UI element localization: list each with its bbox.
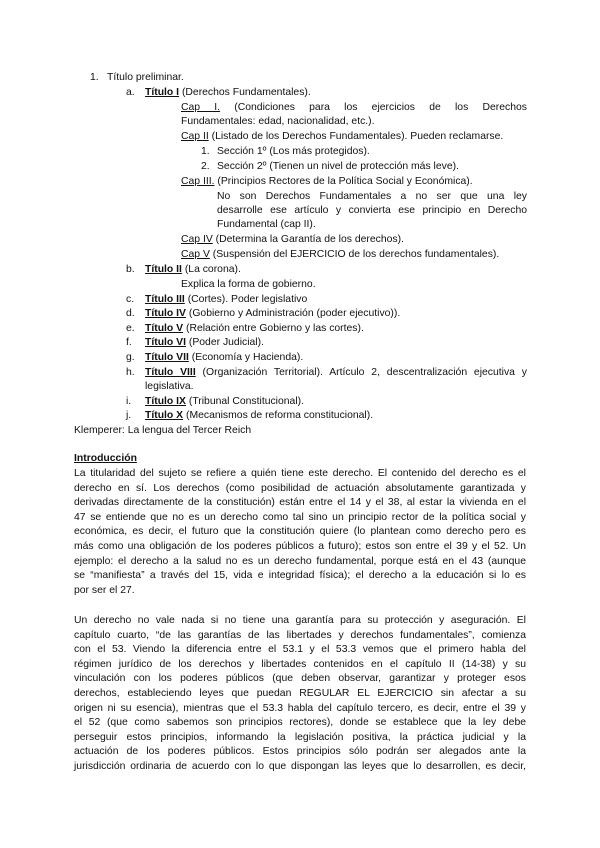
- titulo-label: Título III: [145, 294, 185, 305]
- cap-2-line: [181, 130, 503, 145]
- paragraph-line: derechos, estableciendo leyes que puedan REGULAR EL EJERCICIO sin afectar a su: [74, 687, 526, 699]
- cap-2-label: Cap II: [181, 131, 209, 142]
- titulo-label: Título II: [145, 264, 182, 275]
- paragraph-line: origen ni su esencia), mientras que el 53.3 habla del capítulo tercero, es decir, entre el 39 y: [74, 702, 526, 714]
- cap-1-line1: [181, 101, 527, 116]
- titulo-label: Título X: [145, 410, 184, 421]
- titulo-label: Título I: [145, 87, 180, 98]
- item-mark-d: d.: [126, 308, 135, 319]
- paragraph-line: derecho en sí. Los derechos (como posibilidad de actuación absolutamente garantizada y: [74, 482, 526, 494]
- item-titulo-10: [145, 409, 373, 424]
- titulo-label: Título IV: [145, 308, 186, 319]
- item-titulo-2: [145, 263, 241, 278]
- paragraph-line: económica, es decir, el futuro que la constitución quiere (lo plantean como derecho pero es: [74, 526, 526, 538]
- titulo-desc: (Relación entre Gobierno y las cortes).: [183, 323, 364, 334]
- titulo-8-line2: legislativa.: [145, 381, 194, 392]
- item-titulo-7: [145, 351, 303, 366]
- titulo-desc: (Poder Judicial).: [185, 337, 264, 348]
- cap-5-line: [181, 248, 499, 263]
- cap-5-text: (Suspensión del EJERCICIO de los derechos fundamentales).: [209, 249, 500, 260]
- paragraph-line: con el 53. Viendo la diferencia entre el 53.1 y el 53.3 vemos que el primero habla del: [74, 644, 526, 656]
- item-mark-c: c.: [126, 294, 135, 305]
- titulo-desc: (La corona).: [181, 264, 241, 275]
- titulo-desc: (Organización Territorial). Artículo 2, descentralización ejecutiva y: [195, 367, 527, 378]
- paragraph-line: régimen jurídico de los derechos y libertades contenidos en el capítulo II (14-38) y su: [74, 658, 526, 670]
- titulo-desc: (Economía y Hacienda).: [188, 352, 304, 363]
- section-1-text: Sección 1º (Los más protegidos).: [217, 146, 370, 157]
- paragraph-line: actuación de los poderes públicos. Estos principios sólo podrán ser alegados ante la: [74, 746, 526, 758]
- item-titulo-1: [145, 86, 311, 101]
- cap-4-label: Cap IV: [181, 234, 213, 245]
- item-titulo-4: [145, 307, 400, 322]
- cap-5-label: Cap V: [181, 249, 210, 260]
- titulo-desc: (Cortes). Poder legislativo: [184, 294, 308, 305]
- item-mark-j: j.: [126, 410, 132, 421]
- item-mark-e: e.: [126, 323, 135, 334]
- cap-3-note-line2: desarrolle ese artículo y convierta ese principio en Derecho: [217, 205, 527, 216]
- titulo-label: Título VII: [145, 352, 189, 363]
- intro-paragraph-2: [74, 614, 526, 775]
- titulo-label: Título VI: [145, 337, 186, 348]
- titulo-label: Título VIII: [145, 367, 196, 378]
- paragraph-line: jurisdicción ordinaria de acuerdo con lo que dispongan las leyes que lo desarrollen, es decir,: [74, 760, 526, 772]
- titulo-desc: (Tribunal Constitucional).: [185, 396, 304, 407]
- paragraph-line: se “manifiesta” a través del 15, vida e integridad física); el derecho a la educación si lo es: [74, 570, 526, 582]
- item-mark-b: b.: [126, 264, 135, 275]
- paragraph-line: el 52 (que como sabemos son principios rectores), donde se establece que la ley debe: [74, 717, 526, 729]
- cap-1-line2: Fundamentales: edad, nacionalidad, etc.).: [181, 116, 375, 127]
- paragraph-line: La titularidad del sujeto se refiere a quién tiene este derecho. El contenido del derecho es el: [74, 468, 526, 479]
- paragraph-line: por ser el 27.: [74, 584, 135, 596]
- item-mark-g: g.: [126, 352, 135, 363]
- cap-4-text: (Determina la Garantía de los derechos).: [212, 234, 404, 245]
- paragraph-line: perseguir estos principios, informando la legislación positiva, la práctica judicial y la: [74, 731, 526, 743]
- item-mark-h: h.: [126, 367, 135, 378]
- titulo-label: Título V: [145, 323, 184, 334]
- cap-1-label: Cap I.: [181, 102, 221, 113]
- titulo-desc: (Mecanismos de reforma constitucional).: [183, 410, 374, 421]
- paragraph-line: derivadas directamente de la constitución) están entre el 14 y el 38, al estar la vivienda en el: [74, 497, 526, 509]
- paragraph-line: más como una obligación de los poderes públicos a futuro); estos son entre el 39 y el 52. Un: [74, 540, 526, 552]
- outline-title: Título preliminar.: [107, 72, 184, 83]
- cap-3-note-line3: Fundamental (cap II).: [217, 219, 316, 230]
- paragraph-line: vinculación con los poderes públicos (que deben observar, garantizar y proteger esos: [74, 673, 526, 685]
- item-titulo-3: [145, 293, 307, 308]
- paragraph-line: Un derecho no vale nada si no tiene una garantía para su protección y aseguración. El: [74, 615, 526, 626]
- cap-3-note-line1: No son Derechos Fundamentales a no ser que una ley: [217, 191, 527, 202]
- section-1-num: 1.: [201, 146, 210, 157]
- cap-3-line: [181, 175, 473, 190]
- item-titulo-8: [145, 366, 527, 381]
- klemperer-line: Klemperer: La lengua del Tercer Reich: [74, 425, 252, 436]
- section-2-num: 2.: [201, 161, 210, 172]
- intro-heading: Introducción: [74, 453, 137, 464]
- outline-number: 1.: [90, 72, 99, 83]
- cap-3-text: (Principios Rectores de la Política Social y Económica).: [214, 176, 473, 187]
- titulo-label: Título IX: [145, 396, 186, 407]
- item-titulo-6: [145, 336, 264, 351]
- item-titulo-9: [145, 395, 304, 410]
- titulo-2-note: Explica la forma de gobierno.: [181, 279, 316, 290]
- item-mark-i: i.: [126, 396, 132, 407]
- paragraph-line: 47 se entiende que no es un derecho como tal sino un principio rector de la política social y: [74, 511, 526, 523]
- cap-2-text: (Listado de los Derechos Fundamentales). Pueden reclamarse.: [208, 131, 504, 142]
- intro-paragraph-1: [74, 467, 526, 598]
- cap-4-line: [181, 233, 404, 248]
- cap-1-text: (Condiciones para los ejercicios de los Derechos: [220, 102, 527, 113]
- paragraph-line: capítulo cuarto, “de las garantías de las libertades y derechos fundamentales”, comienza: [74, 629, 526, 641]
- item-mark-f: f.: [126, 337, 132, 348]
- titulo-desc: (Gobierno y Administración (poder ejecutivo)).: [185, 308, 401, 319]
- paragraph-line: ejemplo: el derecho a la salud no es un derecho fundamental, porque está en el 43 (aunque: [74, 555, 526, 567]
- titulo-desc: (Derechos Fundamentales).: [179, 87, 311, 98]
- cap-3-label: Cap III.: [181, 176, 215, 187]
- section-2-text: Sección 2º (Tienen un nivel de protección más leve).: [217, 161, 459, 172]
- item-mark-a: a.: [126, 87, 135, 98]
- item-titulo-5: [145, 322, 364, 337]
